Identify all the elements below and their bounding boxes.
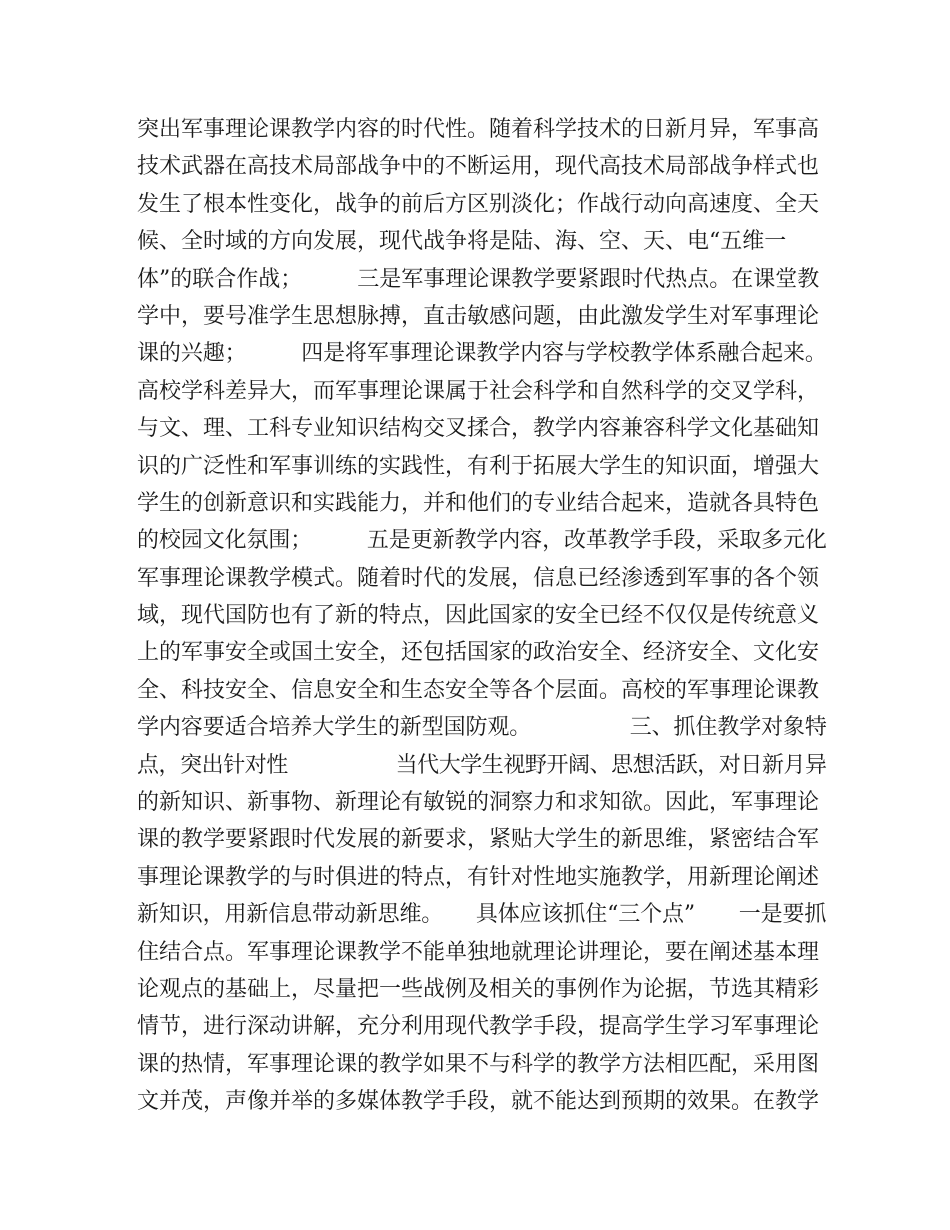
text-line: 论观点的基础上，尽量把一些战例及相关的事例作为论据，节选其精彩 [137, 976, 820, 1002]
text-line: 课的兴趣； 四是将军事理论课教学内容与学校教学体系融合起来。 [137, 341, 827, 367]
text-line: 学生的创新意识和实践能力，并和他们的专业结合起来，造就各具特色 [137, 490, 820, 516]
text-line: 事理论课教学的与时俱进的特点，有针对性地实施教学，用新理论阐述 [137, 864, 820, 890]
text-line: 的新知识、新事物、新理论有敏锐的洞察力和求知欲。因此，军事理论 [137, 790, 820, 816]
text-line: 识的广泛性和军事训练的实践性，有利于拓展大学生的知识面，增强大 [137, 453, 820, 479]
text-line: 与文、理、工科专业知识结构交叉揉合，教学内容兼容科学文化基础知 [137, 416, 820, 442]
text-line: 上的军事安全或国土安全，还包括国家的政治安全、经济安全、文化安 [137, 640, 820, 666]
text-line: 候、全时域的方向发展，现代战争将是陆、海、空、天、电“五维一 [137, 229, 787, 255]
text-line: 新知识，用新信息带动新思维。 具体应该抓住“三个点” 一是要抓 [137, 902, 827, 928]
body-text [137, 111, 827, 1121]
text-line: 点，突出针对性 当代大学生视野开阔、思想活跃，对日新月异 [137, 752, 827, 778]
text-line: 高校学科差异大，而军事理论课属于社会科学和自然科学的交叉学科， [137, 378, 820, 404]
text-line: 学中，要号准学生思想脉搏，直击敏感问题，由此激发学生对军事理论 [137, 303, 820, 329]
text-line: 文并茂，声像并举的多媒体教学手段，就不能达到预期的效果。在教学 [137, 1089, 820, 1115]
text-line: 全、科技安全、信息安全和生态安全等各个层面。高校的军事理论课教 [137, 677, 820, 703]
text-line: 情节，进行深动讲解，充分利用现代教学手段，提高学生学习军事理论 [137, 1014, 820, 1040]
text-line: 学内容要适合培养大学生的新型国防观。 三、抓住教学对象特 [137, 715, 827, 741]
text-line: 体”的联合作战； 三是军事理论课教学要紧跟时代热点。在课堂教 [137, 266, 820, 292]
text-line: 发生了根本性变化，战争的前后方区别淡化；作战行动向高速度、全天 [137, 191, 820, 217]
text-line: 的校园文化氛围； 五是更新教学内容，改革教学手段，采取多元化 [137, 528, 827, 554]
text-line: 技术武器在高技术局部战争中的不断运用，现代高技术局部战争样式也 [137, 154, 820, 180]
text-line: 突出军事理论课教学内容的时代性。随着科学技术的日新月异，军事高 [137, 117, 820, 142]
text-line: 课的热情，军事理论课的教学如果不与科学的教学方法相匹配，采用图 [137, 1051, 820, 1077]
text-line: 课的教学要紧跟时代发展的新要求，紧贴大学生的新思维，紧密结合军 [137, 827, 820, 853]
text-line: 域，现代国防也有了新的特点，因此国家的安全已经不仅仅是传统意义 [137, 603, 820, 629]
text-line: 军事理论课教学模式。随着时代的发展，信息已经渗透到军事的各个领 [137, 565, 820, 591]
text-line: 住结合点。军事理论课教学不能单独地就理论讲理论，要在阐述基本理 [137, 939, 820, 965]
